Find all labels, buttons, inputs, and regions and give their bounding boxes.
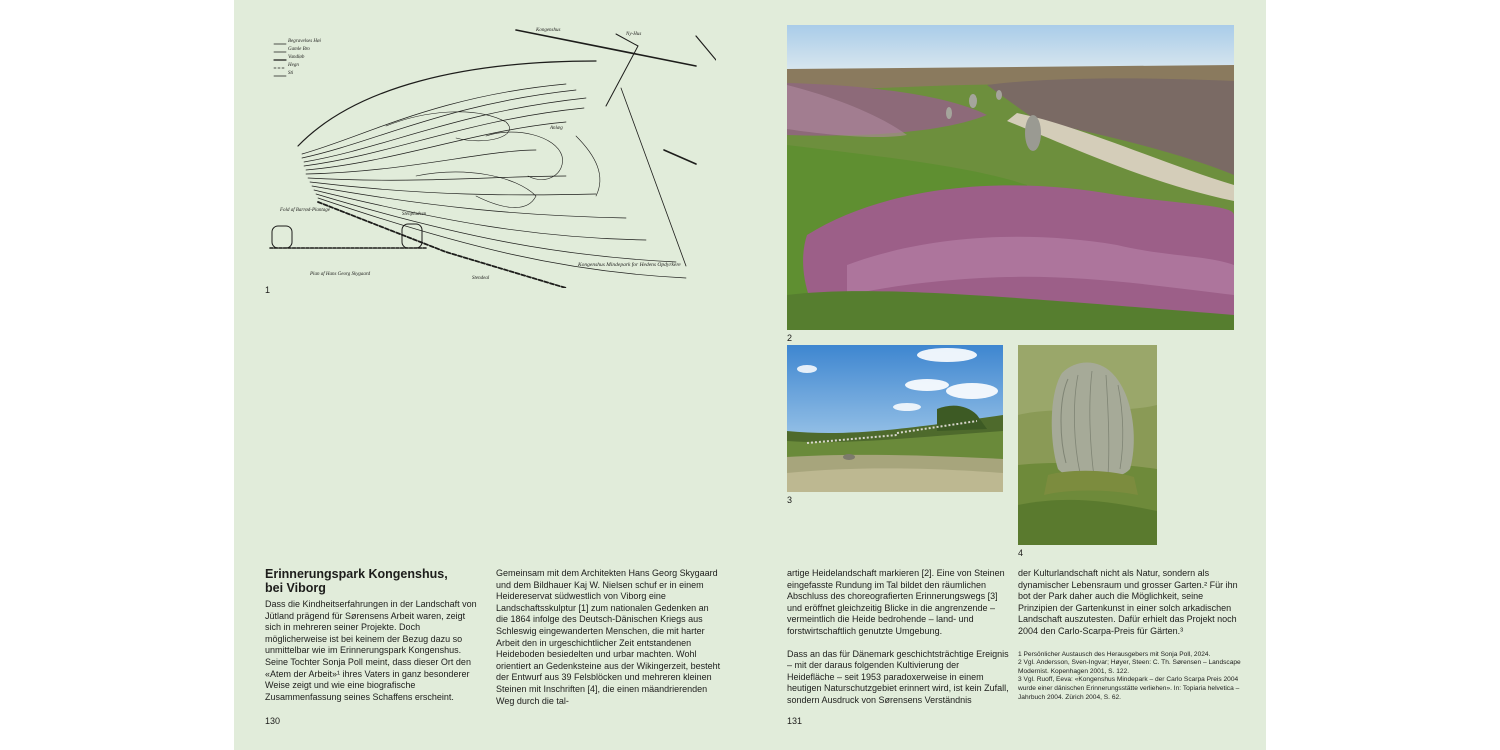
figure-1-number: 1: [265, 285, 271, 295]
figure-2-number: 2: [787, 333, 793, 343]
footnotes: [1018, 651, 1242, 703]
map-legend-1: Begravelses Høi: [288, 39, 321, 44]
figure-4-inscribed-stone-photo: [1018, 345, 1157, 545]
map-legend-3: Vandløb: [288, 55, 305, 60]
map-legend-2: Gamle Bro: [288, 47, 310, 52]
page-number-right: 131: [787, 716, 803, 726]
figure-3-valley-photo: [787, 345, 1003, 492]
intro-paragraph: [265, 599, 479, 703]
text-column-4: [1018, 568, 1242, 702]
paragraph-text: Dass die Kindheitserfahrungen in der Landschaft von Jütland prägend für Sørensens Arbeit waren, zeigt sich in mehreren seiner Projekte. Doch möglicherweise ist bei keinem der Bezug dazu so unmittelbar wie im Erinnerungspark Kongenshus. Seine Tochter Sonja Poll meint, dass dieser Ort den «Atem der Arbeit»¹ ihres Vaters in ganz besonderer Weise zeigt und wie eine biografische Zusammenfassung seines Schaffens erscheint.: [265, 599, 477, 702]
figure-1-historical-site-plan: [266, 26, 716, 288]
closing-paragraph: [1018, 568, 1242, 638]
section-heading: [265, 567, 479, 595]
map-label-stenpladsen: Stenpladsen: [402, 212, 427, 217]
figure-4-number: 4: [1018, 548, 1024, 558]
text-column-1: [265, 567, 479, 703]
text-column-2: [496, 568, 721, 707]
map-label-kongenshus: Kongenshus: [536, 28, 561, 33]
map-label-anlaeg: Anlæg: [550, 126, 563, 131]
footnote-2: 2 Vgl. Andersson, Sven-Ingvar; Høyer, Steen: C. Th. Sørensen – Landscape Modernist. Kopenhagen 2001, S. 122.: [1018, 659, 1241, 675]
page-number-left: 130: [265, 716, 281, 726]
figure-3-number: 3: [787, 495, 793, 505]
map-caption: Kongenshus Mindepark for Hedens Opdyrkere: [578, 262, 681, 268]
paragraph-text-2: Dass an das für Dänemark geschichtsträchtige Ereignis – mit der daraus folgenden Kultivierung der Heidefläche – seit 1953 paradoxerweise in einem heutigen Naturschutzgebiet erinnert wird, ist kein Zufall, sondern Ausdruck von Sørensens Verständnis: [787, 648, 1009, 705]
text-column-3: [787, 568, 1009, 707]
footnote-3: 3 Vgl. Ruoff, Eeva: «Kongenshus Mindepark – der Carlo Scarpa Preis 2004 wurde einer dänischen Erinnerungsstätte verliehen». In: Topiaria helvetica – Jahrbuch 2004. Zürich 2004, S. 62.: [1018, 676, 1240, 701]
map-legend-5: Sti: [288, 71, 294, 76]
footnote-1: 1 Persönlicher Austausch des Herausgebers mit Sonja Poll, 2024.: [1018, 650, 1211, 658]
site-plan-drawing: [266, 26, 716, 288]
heading-line-1: Erinnerungspark Kongenshus,: [265, 567, 448, 581]
map-label-nyhus: Ny-Hus: [626, 32, 642, 37]
heading-line-2: bei Viborg: [265, 581, 326, 595]
map-label-plantage: Fold af Barrød-Plantage: [280, 208, 330, 213]
valley-photo-image: [787, 345, 1003, 492]
book-spread: [234, 0, 1266, 750]
map-label-plan: Plan af Hans Georg Skygaard: [310, 272, 371, 277]
paragraph-text: Gemeinsam mit dem Architekten Hans Georg Skygaard und dem Bildhauer Kaj W. Nielsen schuf er in einem Heidereservat südwestlich von Viborg eine Landschaftsskulptur [1] zum nationalen Gedenken an die 1864 infolge des Deutsch-Dänischen Kriegs aus Schleswig eingewanderten Menschen, die mit harter Arbeit den in urgeschichtlicher Zeit entstandenen Heideboden besiedelten und urbar machten. Wohl orientiert an Gedenksteine aus der Wikingerzeit, besteht der Entwurf aus 39 Felsblöcken und mehreren kleinen Steinen mit Inschriften [4], die einen mäandrierenden Weg durch die tal-: [496, 568, 721, 706]
map-legend-4: Hegn: [288, 63, 299, 68]
map-label-stendeal: Stendeal: [472, 276, 490, 281]
stone-photo-image: [1018, 345, 1157, 545]
figure-2-heath-landscape-photo: [787, 25, 1234, 330]
heath-photo-image: [787, 25, 1234, 330]
paragraph-text: der Kulturlandschaft nicht als Natur, sondern als dynamischer Lebensraum und grosser Garten.² Für ihn bot der Park daher auch die Möglichkeit, seine Prinzipien der Gartenkunst in einer solch arkadischen Landschaft auszutesten. Dafür erhielt das Projekt noch 2004 den Carlo-Scarpa-Preis für Gärten.³: [1018, 568, 1238, 636]
paragraph-text-1: artige Heidelandschaft markieren [2]. Eine von Steinen eingefasste Rundung im Tal bildet den räumlichen Abschluss des choreografierten Erinnerungswegs [3] und eröffnet gleichzeitig Blicke in die angrenzende – vermeintlich die Heide bedrohende – land- und forstwirtschaftlich genutzte Umgebung.: [787, 568, 1005, 636]
